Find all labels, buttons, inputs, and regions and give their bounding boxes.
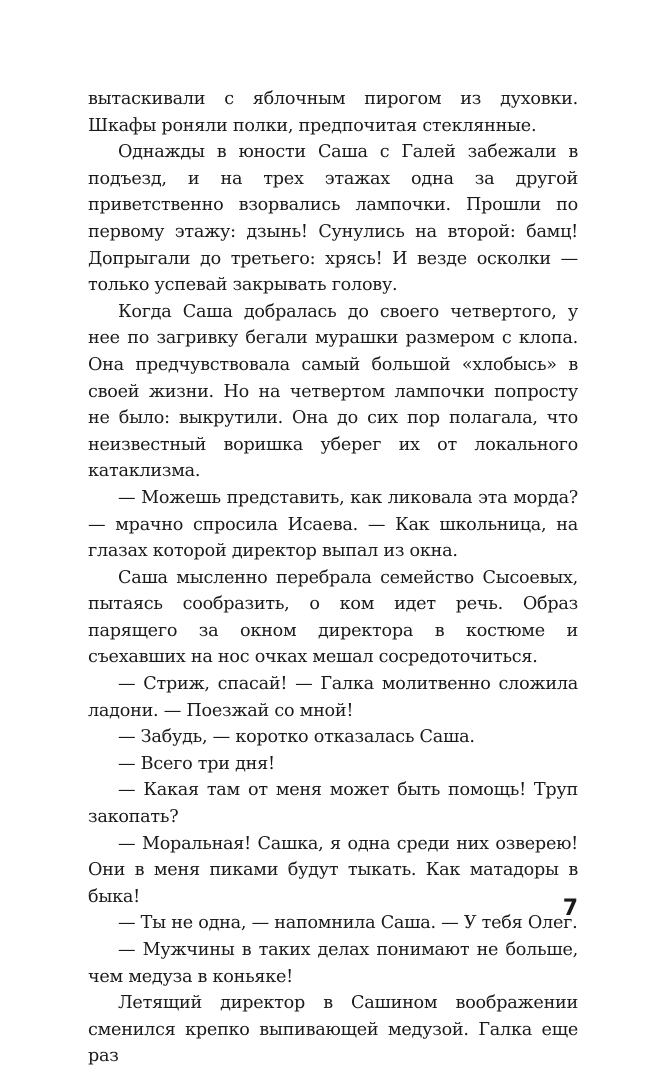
- paragraph: — Моральная! Сашка, я одна среди них озверею! Они в меня пиками будут тыкать. Как матадоры в быка!: [88, 833, 578, 907]
- paragraph: вытаскивали с яблочным пирогом из духовки. Шкафы роняли полки, предпочитая стеклянные.: [88, 89, 578, 136]
- body-text: [88, 86, 578, 1070]
- paragraph: — Всего три дня!: [118, 753, 275, 774]
- paragraph: — Какая там от меня может быть помощь! Труп закопать?: [88, 780, 578, 828]
- page-number: 7: [562, 896, 578, 921]
- paragraph: Саша мысленно перебрала семейство Сысоевых, пытаясь сообразить, о ком идет речь. Образ парящего за окном директора в костюме и съехавших на нос очках мешал сосредоточиться.: [88, 567, 578, 668]
- paragraph: — Стриж, спасай! — Галка молитвенно сложила ладони. — Поезжай со мной!: [88, 674, 578, 721]
- paragraph: Когда Саша добралась до своего четвертого, у нее по загривку бегали мурашки размером с клопа. Она предчувствовала самый большой «хлобысь» в своей жизни. Но на четвертом лампочки попросту не было: выкрутили. Она до сих пор полагала, что неизвестный воришка уберег их от локального катаклизма.: [88, 301, 578, 482]
- paragraph: Летящий директор в Сашином воображении сменился крепко выпивающей медузой. Галка еще раз: [88, 993, 578, 1067]
- paragraph: — Мужчины в таких делах понимают не больше, чем медуза в коньяке!: [88, 940, 578, 987]
- paragraph: Однажды в юности Саша с Галей забежали в подъезд, и на трех этажах одна за другой приветственно взорвались лампочки. Прошли по первому этажу: дзынь! Сунулись на второй: бамц! Допрыгали до третьего: хрясь! И везде осколки — только успевай закрывать голову.: [88, 142, 578, 296]
- paragraph: — Забудь, — коротко отказалась Саша.: [118, 727, 475, 748]
- paragraph: — Можешь представить, как ликовала эта морда? — мрачно спросила Исаева. — Как школьница, на глазах которой директор выпал из окна.: [88, 487, 578, 562]
- paragraph: — Ты не одна, — напомнила Саша. — У тебя Олег.: [118, 913, 578, 934]
